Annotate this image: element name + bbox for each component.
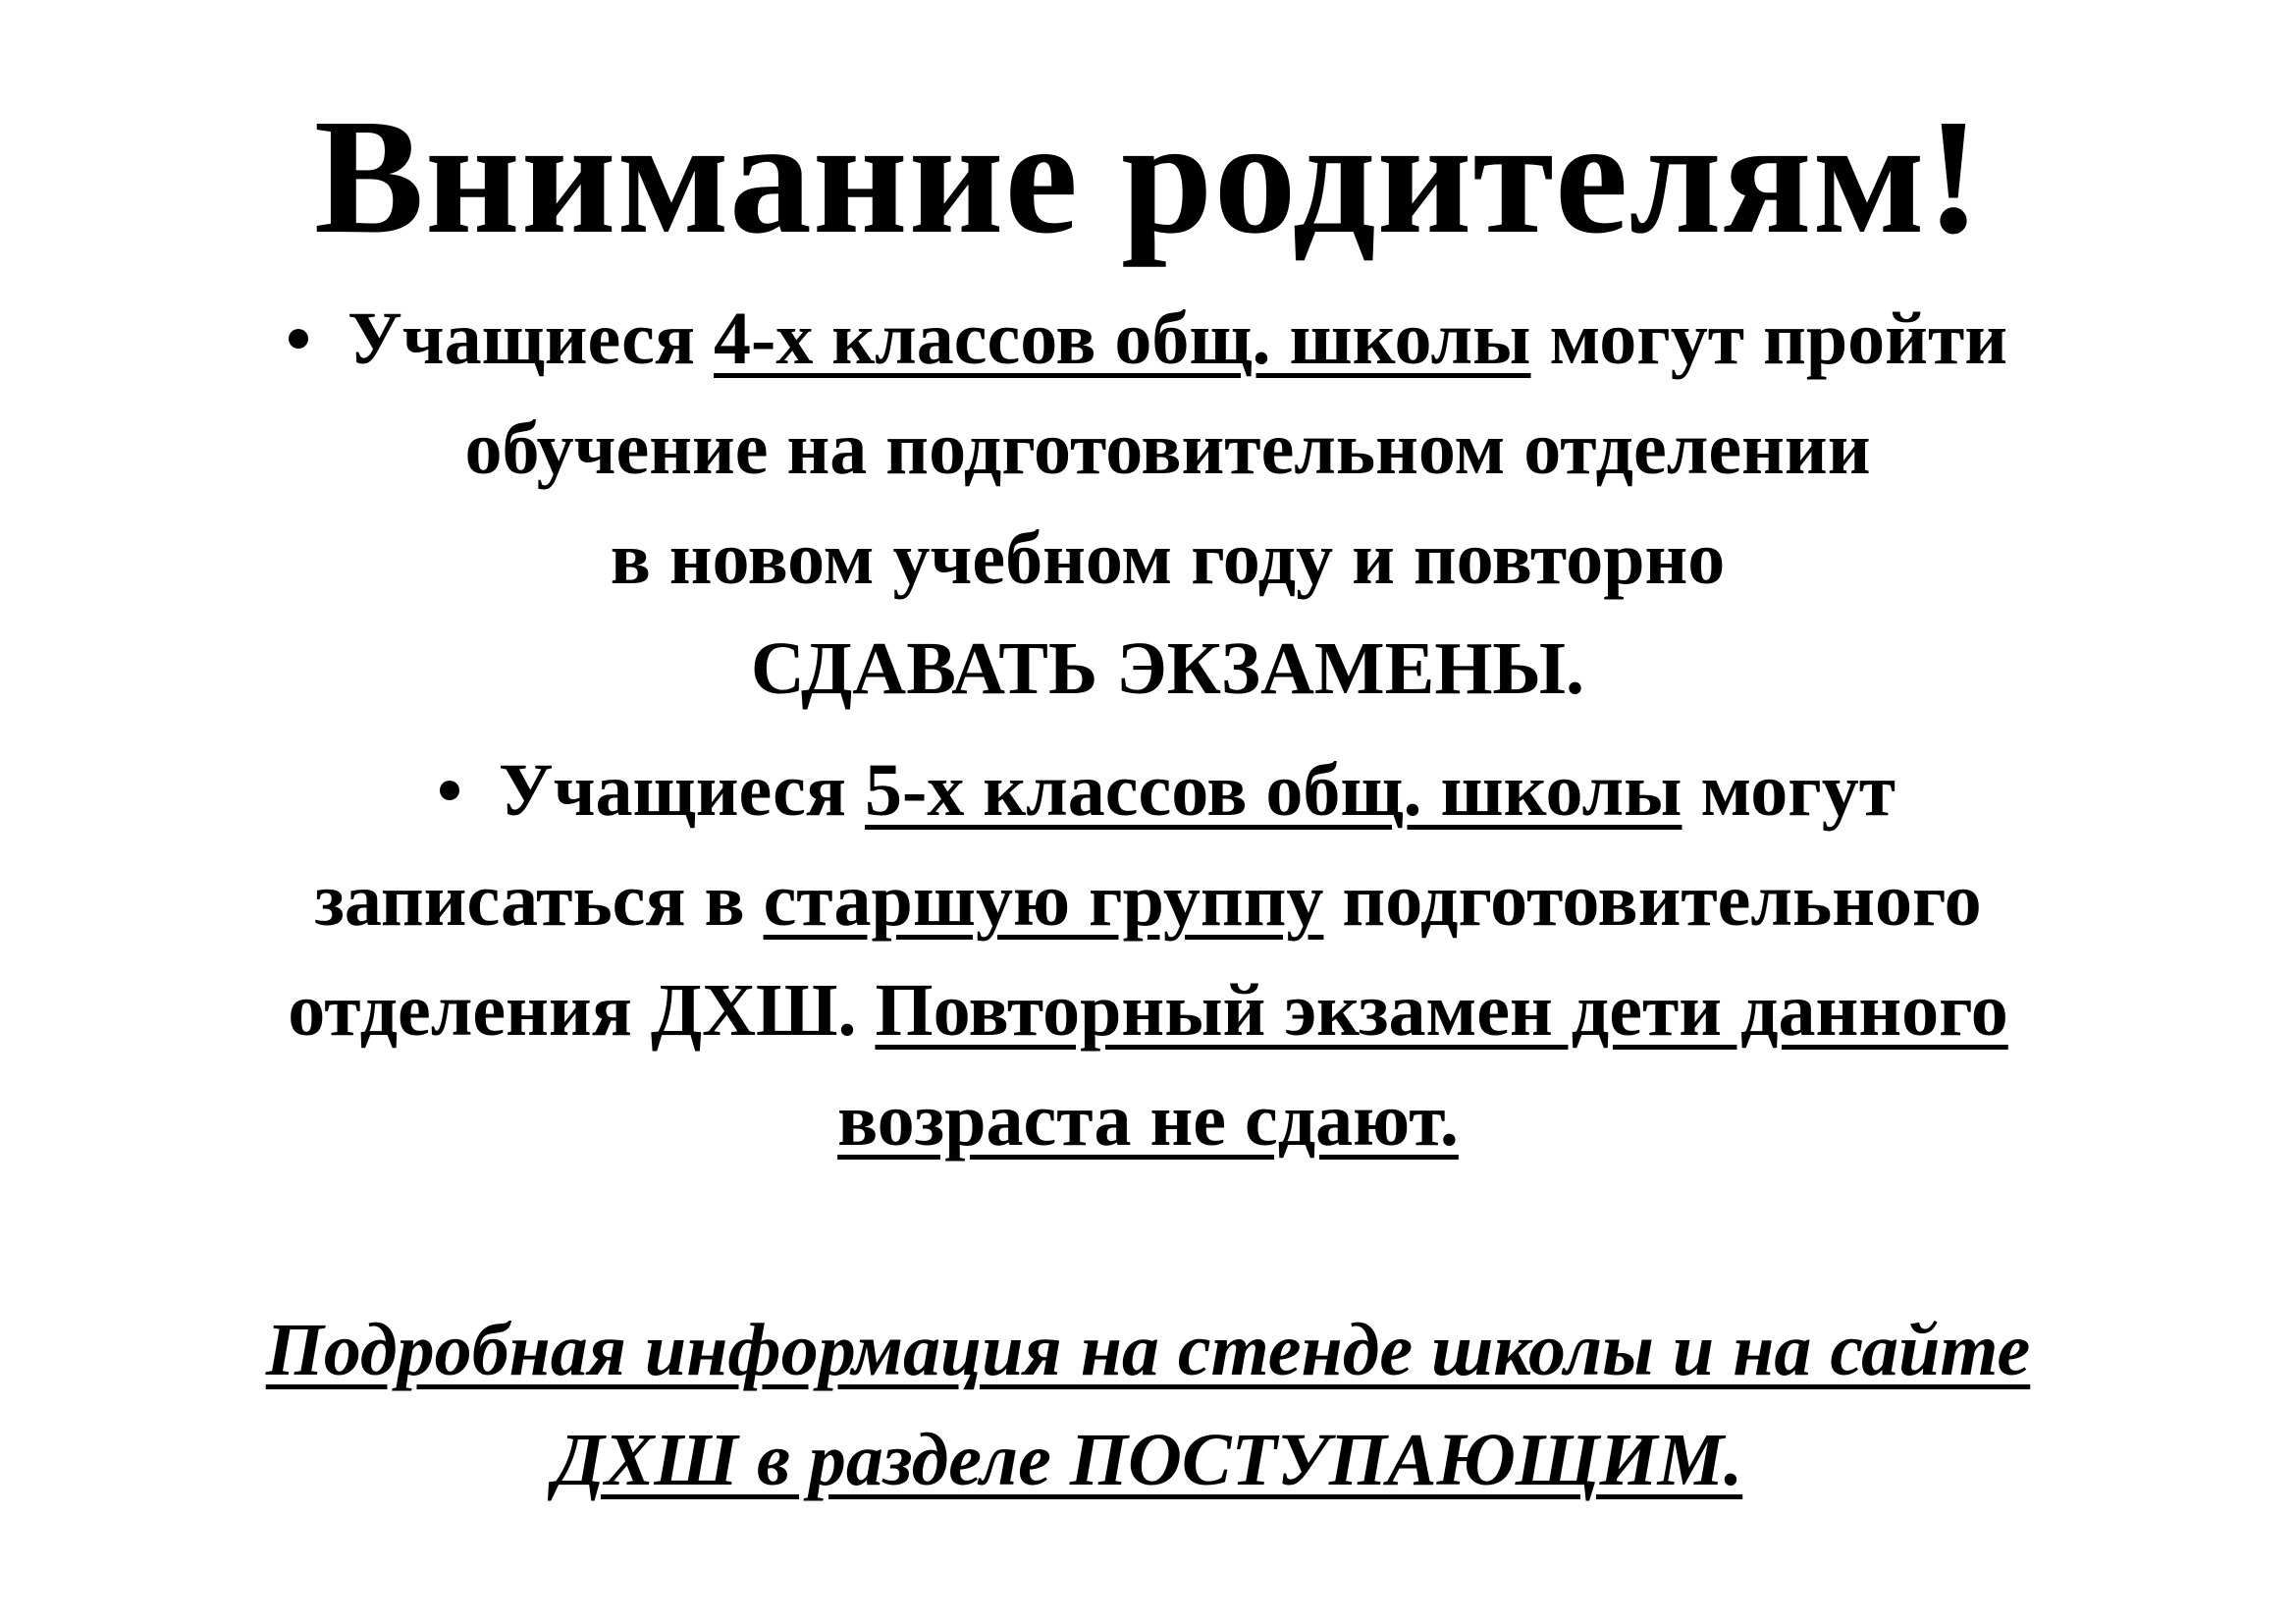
bullet2-text-b: могут: [1682, 749, 1896, 832]
bullet2-line2-text-a: записаться в: [314, 859, 764, 942]
bullet2-underlined-group: старшую группу: [763, 859, 1324, 942]
bullet1-underlined-grade: 4-х классов общ. школы: [714, 298, 1531, 380]
bullet2-underlined-exam-note: Повторный экзамен дети данного: [875, 969, 2008, 1052]
bullet2-line2: [0, 856, 2296, 945]
page-title: Внимание родителям!: [313, 85, 1983, 268]
footer-line2: [0, 1416, 2296, 1504]
bullet2-underlined-exam-note-end: возраста не сдают.: [837, 1079, 1459, 1162]
bullet1-line2: обучение на подготовительном отделении: [464, 407, 1871, 490]
bullet2-line2-text-b: подготовительного: [1323, 859, 1982, 942]
bullet2-line3: [0, 966, 2296, 1055]
bullet2-text-a: Учащиеся: [498, 749, 866, 832]
bullet2-line1: [0, 746, 2296, 835]
bullet-icon: [289, 329, 308, 349]
bullet1-text-b: могут пройти: [1530, 298, 2008, 380]
footer-line1: [0, 1306, 2296, 1394]
bullet1-line3: в новом учебном году и повторно: [610, 517, 1726, 600]
bullet2-underlined-grade: 5-х классов общ. школы: [865, 749, 1682, 832]
bullet2-line3-text-a: отделения ДХШ.: [288, 969, 876, 1052]
footer-text-2: ДХШ в разделе ПОСТУПАЮЩИМ.: [553, 1419, 1743, 1501]
bullet2-line4: [0, 1076, 2296, 1164]
bullet1-line4: СДАВАТЬ ЭКЗАМЕНЫ.: [750, 627, 1585, 710]
footer-text-1: Подробная информация на стенде школы и на сайте: [265, 1309, 2031, 1391]
bullet1-text-a: Учащиеся: [347, 298, 715, 380]
bullet-icon: [440, 781, 459, 800]
bullet1-line1: [0, 295, 2296, 383]
